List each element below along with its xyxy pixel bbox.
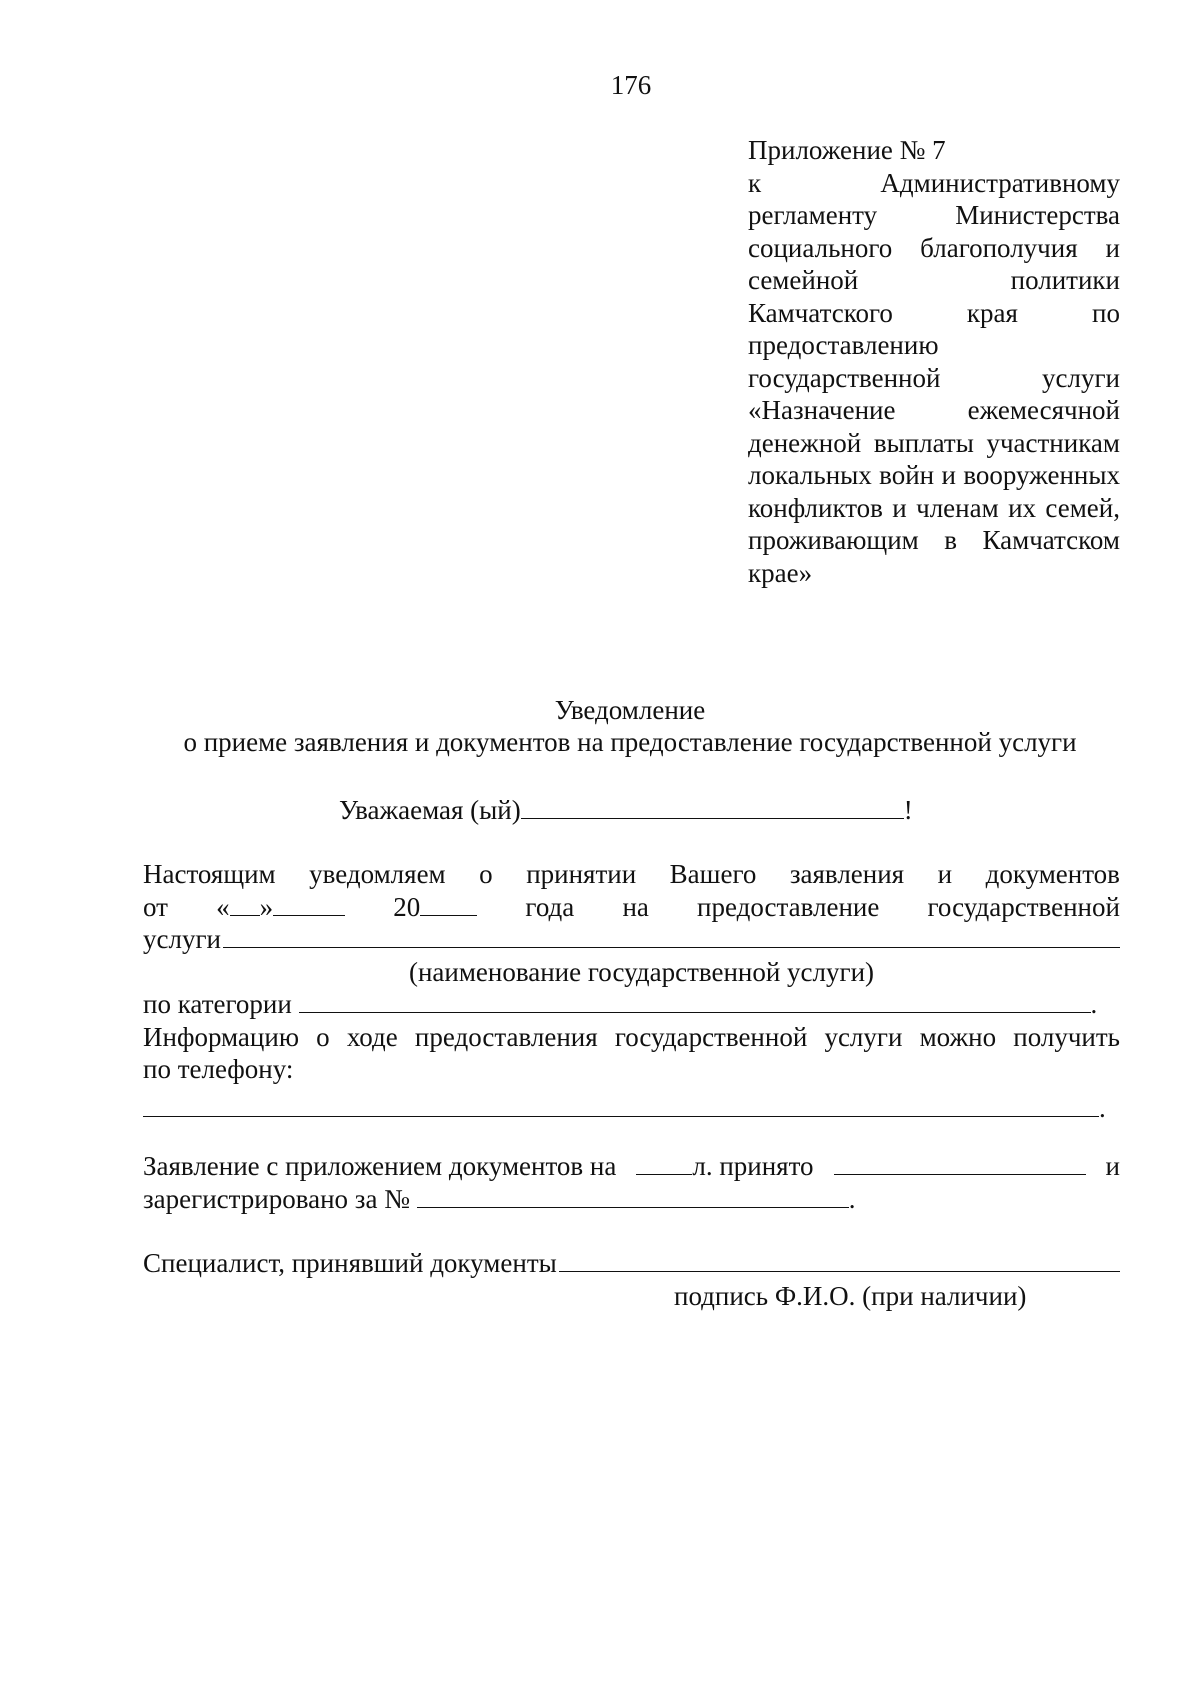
pages-field-wrap: л. принято (636, 1150, 813, 1183)
phone-field[interactable] (143, 1092, 1099, 1117)
heading-title: Уведомление (554, 695, 706, 725)
phone-line: . (143, 1092, 1120, 1125)
notice-paragraph (143, 858, 1120, 1124)
specialist-signature-field[interactable] (559, 1247, 1120, 1272)
specialist-block (143, 1247, 1120, 1312)
registration-line-1: Заявление с приложением документов на л. принято и (143, 1151, 1120, 1181)
registration-number-label: зарегистрировано за № (143, 1183, 410, 1214)
month-field[interactable] (273, 891, 345, 916)
day-field[interactable] (230, 891, 260, 916)
category-label: по категории (143, 989, 292, 1019)
specialist-caption: подпись Ф.И.О. (при наличии) (674, 1280, 1027, 1311)
registration-line-2: зарегистрировано за № . (143, 1183, 856, 1214)
year-field[interactable] (420, 891, 477, 916)
info-line-2: по телефону: (143, 1054, 294, 1084)
accepted-date-field[interactable] (834, 1150, 1086, 1175)
appendix-title: Приложение № 7 (748, 135, 946, 165)
greeting-prefix: Уважаемая (ый) (339, 795, 521, 825)
notice-line-1: Настоящим уведомляем о принятии Вашего заявления и документов (143, 859, 1120, 889)
specialist-line (143, 1247, 1120, 1280)
notice-line-2: от « » 20 года на предоставление государственной (143, 891, 1120, 922)
specialist-label: Специалист, принявший документы (143, 1248, 557, 1278)
service-line (143, 923, 1120, 956)
category-field[interactable] (299, 988, 1091, 1013)
recipient-name-field[interactable] (521, 794, 904, 819)
document-heading (140, 694, 1120, 758)
page-number: 176 (610, 70, 652, 100)
service-label: услуги (143, 924, 221, 954)
year-field-wrap: 20 (393, 891, 477, 924)
registration-paragraph (143, 1150, 1120, 1215)
registration-text-1: Заявление с приложением документов на (143, 1151, 617, 1181)
pages-count-field[interactable] (636, 1150, 692, 1175)
info-line-1: Информацию о ходе предоставления государственной услуги можно получить (143, 1021, 1120, 1052)
greeting-suffix: ! (903, 795, 913, 825)
date-field: « » (216, 891, 345, 924)
registration-number-field[interactable] (417, 1183, 849, 1208)
service-caption: (наименование государственной услуги) (408, 956, 875, 987)
category-line: по категории . (143, 989, 1098, 1019)
service-name-field[interactable] (223, 923, 1120, 948)
heading-subtitle: о приеме заявления и документов на предоставление государственной услуги (183, 727, 1077, 757)
greeting-line (143, 794, 1120, 827)
appendix-block (748, 134, 1120, 589)
appendix-body: к Административному регламенту Министерства социального благополучия и семейной политики Камчатского края по предоставлению государственной услуги «Назначение ежемесячной денежной выплаты участникам локальных войн и вооруженных конфликтов и членам их семей, проживающим в Камчатском крае» (748, 167, 1120, 588)
